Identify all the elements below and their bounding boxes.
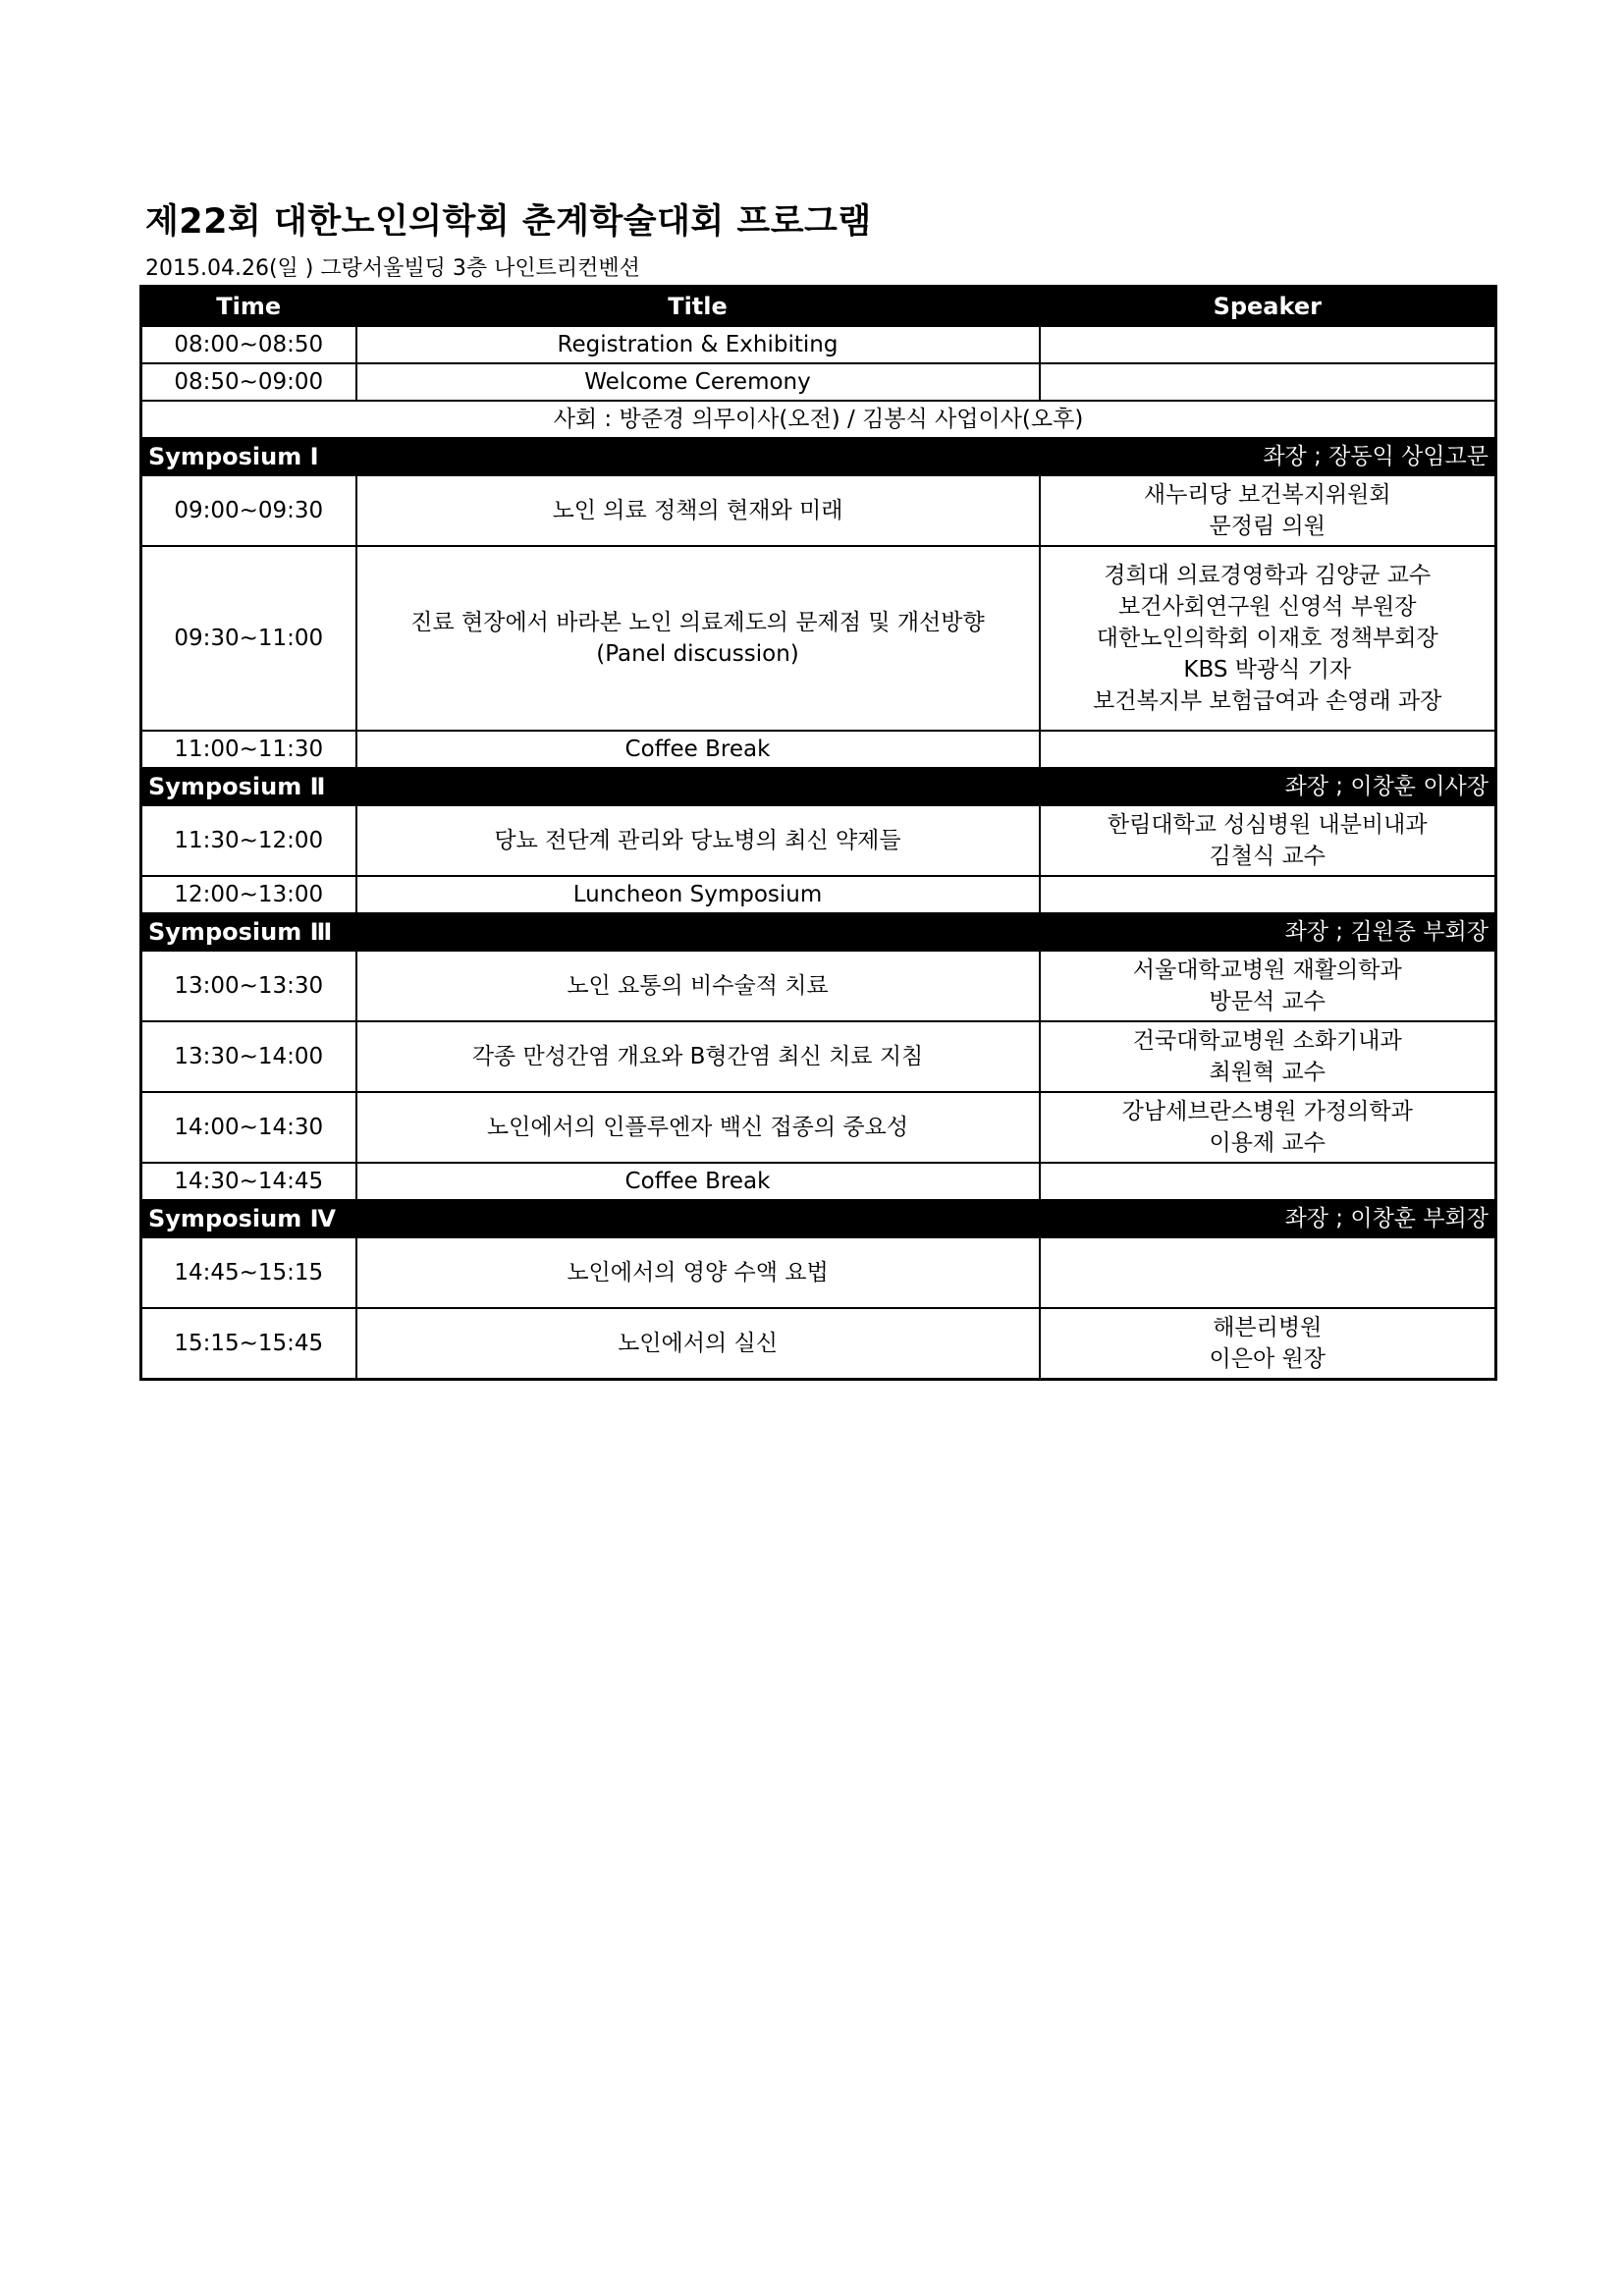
header-speaker: Speaker — [1040, 287, 1496, 327]
table-row — [141, 475, 1496, 546]
speaker-line: 한림대학교 성심병원 내분비내과 — [1107, 812, 1428, 838]
session-title: Luncheon Symposium — [356, 876, 1040, 913]
speaker-line: 대한노인의학회 이재호 정책부회장 — [1096, 626, 1438, 651]
table-row — [141, 1021, 1496, 1092]
session-time: 08:50~09:00 — [141, 363, 356, 401]
session-title: 노인 요통의 비수술적 치료 — [356, 951, 1040, 1021]
event-date-venue: 2015.04.26(일 ) 그랑서울빌딩 3층 나인트리컨벤션 — [145, 256, 640, 281]
session-title-sub: (Panel discussion) — [596, 641, 799, 667]
symposium-chair: 좌장 ; 김원중 부회장 — [1284, 919, 1489, 945]
session-time: 13:00~13:30 — [141, 951, 356, 1021]
symposium-name: Symposium Ⅱ — [148, 773, 326, 800]
session-time: 11:30~12:00 — [141, 805, 356, 876]
symposium-header — [141, 768, 1496, 805]
session-speaker — [1040, 876, 1496, 913]
session-title: 노인에서의 영양 수액 요법 — [356, 1237, 1040, 1308]
speaker-line: 최원혁 교수 — [1209, 1060, 1326, 1085]
program-table — [139, 285, 1497, 1381]
speaker-line: 새누리당 보건복지위원회 — [1143, 482, 1391, 508]
table-row — [141, 951, 1496, 1021]
moderator-text: 사회 : 방준경 의무이사(오전) / 김봉식 사업이사(오후) — [141, 401, 1496, 438]
speaker-line: 건국대학교병원 소화기내과 — [1132, 1028, 1402, 1054]
speaker-line: 경희대 의료경영학과 김양균 교수 — [1104, 563, 1432, 588]
session-speaker — [1040, 475, 1496, 546]
session-speaker — [1040, 1237, 1496, 1308]
header-time: Time — [141, 287, 356, 327]
session-time: 09:30~11:00 — [141, 546, 356, 731]
speaker-line: 김철식 교수 — [1209, 844, 1326, 869]
session-time: 14:00~14:30 — [141, 1092, 356, 1163]
symposium-header — [141, 438, 1496, 475]
session-title-main: 진료 현장에서 바라본 노인 의료제도의 문제점 및 개선방향 — [410, 610, 985, 635]
session-title: Coffee Break — [356, 731, 1040, 768]
session-time: 15:15~15:45 — [141, 1308, 356, 1380]
session-speaker — [1040, 1308, 1496, 1380]
speaker-line: 이용제 교수 — [1209, 1130, 1326, 1156]
header-title: Title — [356, 287, 1040, 327]
table-row — [141, 1237, 1496, 1308]
symposium-header — [141, 913, 1496, 951]
session-time: 12:00~13:00 — [141, 876, 356, 913]
session-time: 09:00~09:30 — [141, 475, 356, 546]
session-title: Registration & Exhibiting — [356, 326, 1040, 363]
session-title: 각종 만성간염 개요와 B형간염 최신 치료 지침 — [356, 1021, 1040, 1092]
session-title: 노인에서의 인플루엔자 백신 접종의 중요성 — [356, 1092, 1040, 1163]
speaker-line: 서울대학교병원 재활의학과 — [1132, 957, 1402, 983]
table-row — [141, 1308, 1496, 1380]
table-header-row — [141, 287, 1496, 327]
table-row — [141, 1163, 1496, 1200]
symposium-name: Symposium Ⅳ — [148, 1205, 336, 1232]
session-speaker — [1040, 363, 1496, 401]
session-time: 14:30~14:45 — [141, 1163, 356, 1200]
session-time: 08:00~08:50 — [141, 326, 356, 363]
session-time: 13:30~14:00 — [141, 1021, 356, 1092]
speaker-line: KBS 박광식 기자 — [1183, 657, 1352, 683]
session-speaker — [1040, 731, 1496, 768]
symposium-name: Symposium Ⅲ — [148, 918, 333, 946]
table-row — [141, 876, 1496, 913]
speaker-line: 해븐리병원 — [1213, 1315, 1323, 1340]
session-title: 노인 의료 정책의 현재와 미래 — [356, 475, 1040, 546]
symposium-chair: 좌장 ; 이창훈 부회장 — [1284, 1206, 1489, 1231]
moderator-row — [141, 401, 1496, 438]
session-speaker — [1040, 546, 1496, 731]
speaker-line: 보건복지부 보험급여과 손영래 과장 — [1093, 688, 1442, 714]
table-row — [141, 546, 1496, 731]
table-row — [141, 1092, 1496, 1163]
session-title: Welcome Ceremony — [356, 363, 1040, 401]
table-row — [141, 805, 1496, 876]
session-speaker — [1040, 1021, 1496, 1092]
speaker-line: 문정림 의원 — [1209, 514, 1326, 539]
session-speaker — [1040, 951, 1496, 1021]
session-title — [356, 546, 1040, 731]
speaker-line: 이은아 원장 — [1209, 1346, 1326, 1372]
speaker-line: 강남세브란스병원 가정의학과 — [1121, 1099, 1413, 1124]
session-title: Coffee Break — [356, 1163, 1040, 1200]
session-speaker — [1040, 805, 1496, 876]
speaker-line: 방문석 교수 — [1209, 989, 1326, 1014]
page-title: 제22회 대한노인의학회 춘계학술대회 프로그램 — [145, 202, 872, 242]
session-time: 11:00~11:30 — [141, 731, 356, 768]
table-row — [141, 363, 1496, 401]
symposium-chair: 좌장 ; 장동익 상임고문 — [1263, 444, 1489, 469]
speaker-line: 보건사회연구원 신영석 부원장 — [1118, 594, 1417, 620]
table-row — [141, 326, 1496, 363]
symposium-chair: 좌장 ; 이창훈 이사장 — [1284, 774, 1489, 799]
session-speaker — [1040, 326, 1496, 363]
session-speaker — [1040, 1092, 1496, 1163]
session-title: 당뇨 전단계 관리와 당뇨병의 최신 약제들 — [356, 805, 1040, 876]
session-speaker — [1040, 1163, 1496, 1200]
symposium-header — [141, 1200, 1496, 1237]
session-time: 14:45~15:15 — [141, 1237, 356, 1308]
table-row — [141, 731, 1496, 768]
symposium-name: Symposium Ⅰ — [148, 443, 319, 470]
session-title: 노인에서의 실신 — [356, 1308, 1040, 1380]
